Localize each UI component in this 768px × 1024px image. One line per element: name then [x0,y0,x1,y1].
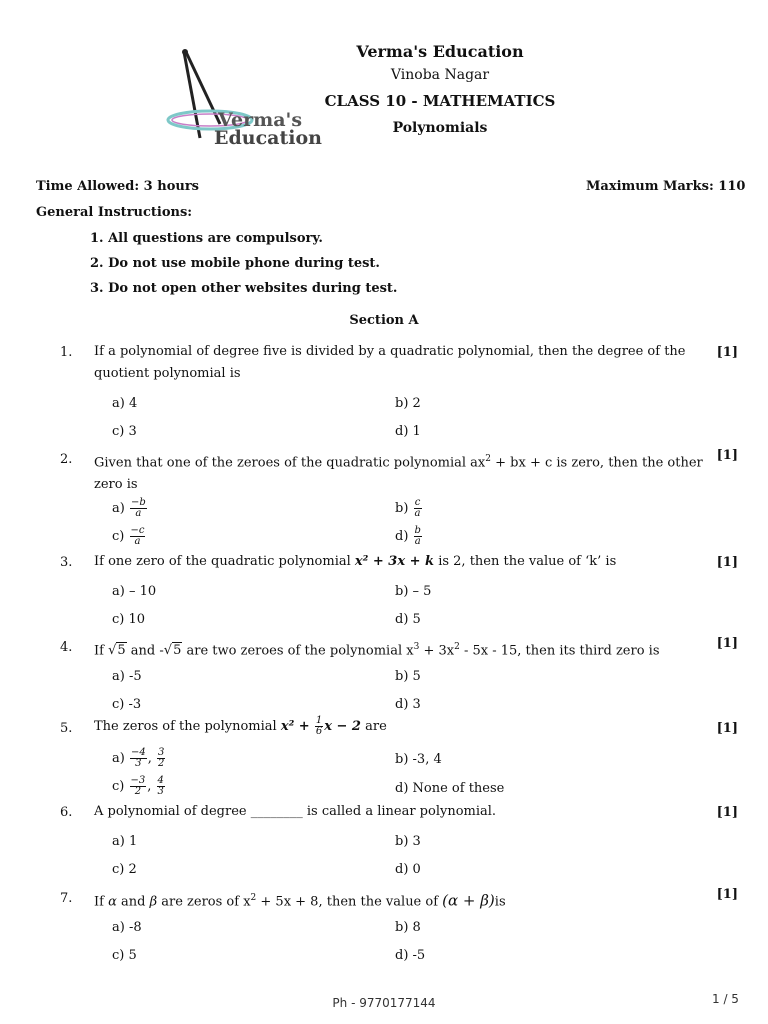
fraction: $\frac{-c}{a}$ [130,525,145,547]
question-marks: [1] [716,555,738,570]
fraction: $\frac{1}{6}$ [315,715,323,737]
instruction-3: 3. Do not open other websites during test. [90,281,398,296]
section-title: Section A [349,313,419,328]
option-b[interactable]: b) 5 [395,669,421,684]
option-a[interactable]: a) -5 [112,669,142,684]
logo-text-line1: Verma's [218,109,303,131]
class-title: CLASS 10 - MATHEMATICS [324,92,556,110]
sqrt: √5 [108,643,126,659]
question-number: 4. [60,640,73,655]
fraction: $\frac{c}{a}$ [414,497,421,519]
option-c[interactable]: c) 3 [112,424,137,439]
question-text: If √5 and -√5 are two zeroes of the polynomial $x^3 + 3x^2 - 5x - 15$, then its third zero is [94,636,704,662]
option-b[interactable]: b) – 5 [395,584,432,599]
school-place: Vinoba Nagar [390,67,490,83]
option-a[interactable]: a) 4 [112,396,138,411]
fraction: $\frac{3}{2}$ [158,747,165,769]
option-c[interactable]: c) 2 [112,862,137,877]
general-instructions: General Instructions: [36,205,193,220]
question-number: 6. [60,805,73,820]
logo-text-line2: Education [214,127,322,149]
question-text: A polynomial of degree ________ is called a linear polynomial. [94,804,497,819]
topic-title: Polynomials [392,120,488,136]
option-d[interactable]: d) 1 [395,424,421,439]
question-text: If a polynomial of degree five is divided by a quadratic polynomial, then the degree of the quotient polynomial is [94,344,686,381]
option-b[interactable]: b) 8 [395,920,421,935]
page-number: 1 / 5 [712,992,739,1006]
option-b[interactable]: b) $\frac{c}{a}$ [395,497,421,519]
instruction-1: 1. All questions are compulsory. [90,231,323,246]
option-b[interactable]: b) -3, 4 [395,752,442,767]
option-a[interactable]: a) $\frac{-4}{3}$ , $\frac{3}{2}$ [112,747,165,769]
question-text: If one zero of the quadratic polynomial x² + 3x + k is 2, then the value of ‘k’ is [94,554,617,569]
sqrt: √5 [163,643,182,659]
question-marks: [1] [716,721,738,736]
fraction: $\frac{-3}{2}$ [130,775,146,797]
option-a[interactable]: a) $\frac{-b}{a}$ [112,497,146,519]
option-a[interactable]: a) – 10 [112,584,157,599]
question-number: 3. [60,555,73,570]
max-marks: Maximum Marks: 110 [586,179,746,194]
question-number: 5. [60,721,73,736]
option-a[interactable]: a) -8 [112,920,142,935]
footer-phone: Ph - 9770177144 [332,996,436,1010]
instruction-2: 2. Do not use mobile phone during test. [90,256,380,271]
question-marks: [1] [716,636,738,651]
option-a[interactable]: a) 1 [112,834,138,849]
option-b[interactable]: b) 3 [395,834,421,849]
question-number: 7. [60,891,73,906]
fraction: $\frac{b}{a}$ [414,525,421,547]
time-allowed: Time Allowed: 3 hours [36,179,199,194]
question-text: The zeros of the polynomial x² + $\frac{1}{6}$ x − 2 are [94,715,387,737]
option-b[interactable]: b) 2 [395,396,421,411]
question-marks: [1] [716,345,738,360]
option-c[interactable]: c) $\frac{-c}{a}$ [112,525,145,547]
option-c[interactable]: c) 10 [112,612,146,627]
question-text: If α and β are zeros of $x^2 + 5x + 8$, then the value of (α + β)is [94,891,506,910]
fraction: $\frac{-b}{a}$ [130,497,146,519]
question-marks: [1] [716,448,738,463]
option-c[interactable]: c) $\frac{-3}{2}$ , $\frac{4}{3}$ [112,775,164,797]
school-name: Verma's Education [356,42,524,61]
question-number: 1. [60,345,73,360]
option-c[interactable]: c) -3 [112,697,142,712]
option-d[interactable]: d) 5 [395,612,421,627]
question-marks: [1] [716,887,738,902]
option-d[interactable]: d) $\frac{b}{a}$ [395,525,421,547]
option-d[interactable]: d) 3 [395,697,421,712]
question-marks: [1] [716,805,738,820]
fraction: $\frac{4}{3}$ [157,775,164,797]
option-d[interactable]: d) 0 [395,862,421,877]
fraction: $\frac{-4}{3}$ [130,747,146,769]
question-number: 2. [60,452,73,467]
option-d[interactable]: d) None of these [395,781,505,796]
question-text: Given that one of the zeroes of the quadratic polynomial $ax^2$ + bx + c is zero, then the other zero is [94,454,703,493]
option-c[interactable]: c) 5 [112,948,137,963]
option-d[interactable]: d) -5 [395,948,426,963]
